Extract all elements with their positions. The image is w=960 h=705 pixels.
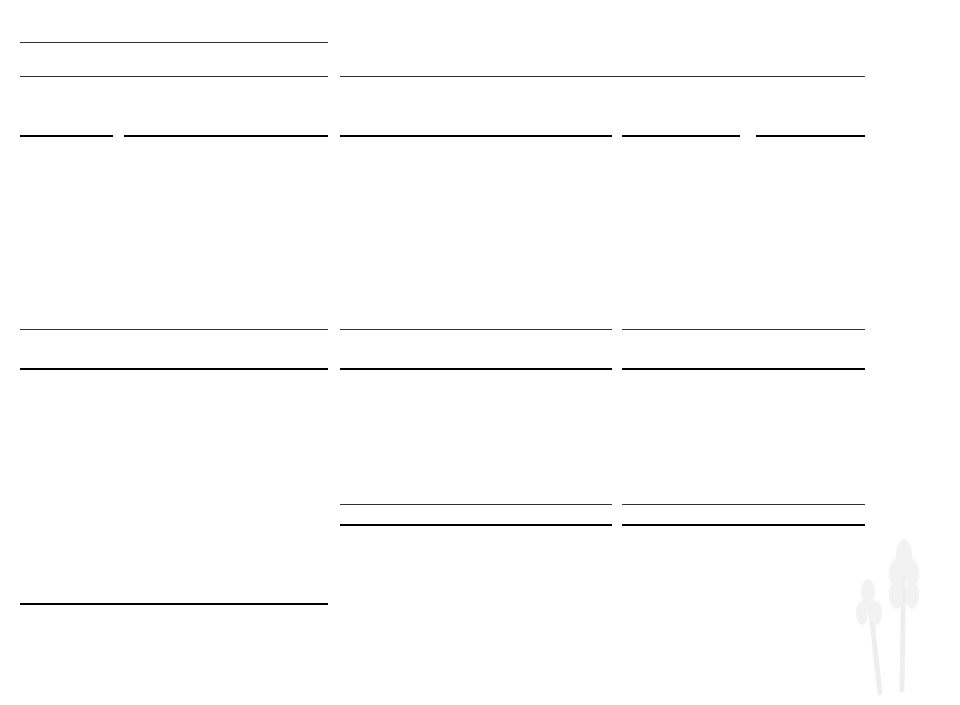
section-rule [622,504,865,505]
header-rule [340,76,865,77]
section-rule [622,368,865,370]
wheat-watermark-icon [850,525,930,695]
header-rule [20,76,328,77]
section-rule [340,504,612,505]
column-rule [340,135,612,137]
section-rule [622,524,865,526]
section-rule [20,603,328,605]
header-rule [20,42,328,43]
section-rule [340,329,612,330]
section-rule [622,329,865,330]
column-rule [20,135,113,137]
section-rule [20,329,328,330]
section-rule [340,524,612,526]
column-rule [622,135,740,137]
section-rule [20,368,328,370]
section-rule [340,368,612,370]
column-rule [756,135,865,137]
column-rule [124,135,328,137]
